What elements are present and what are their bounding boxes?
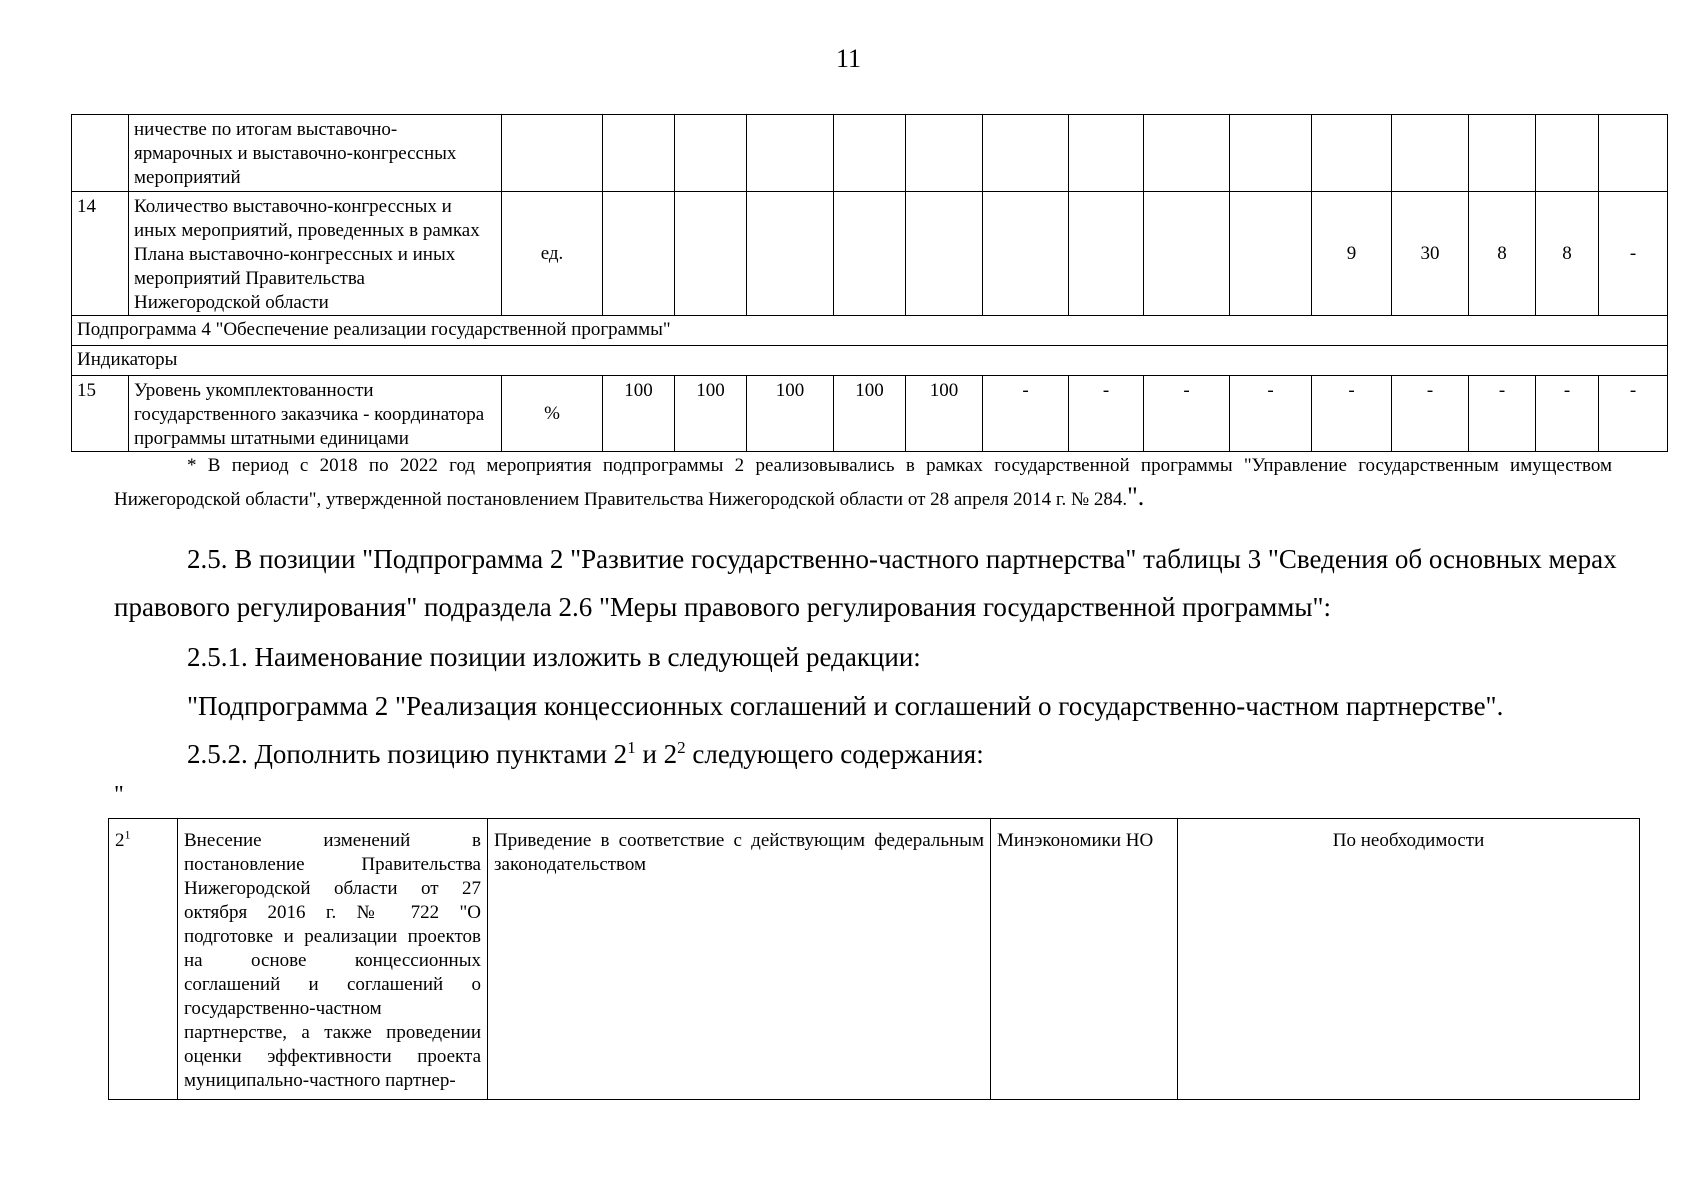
indicators-table — [71, 114, 1668, 452]
value-cell — [1144, 192, 1230, 316]
table-row — [72, 192, 1668, 316]
value-cell: - — [1469, 376, 1536, 452]
value-cell: 100 — [675, 376, 747, 452]
row-number-sup: 1 — [124, 827, 131, 842]
executor: Минэкономики НО — [991, 819, 1178, 1100]
value-cell — [983, 192, 1069, 316]
value-cell — [906, 192, 983, 316]
indicators-heading: Индикаторы — [72, 346, 1668, 376]
table-row — [72, 115, 1668, 192]
footnote — [114, 450, 1612, 515]
opening-quote: " — [114, 782, 124, 808]
indicator-name: Уровень укомплектованности государственного заказчика - координатора программы штатными единицами — [129, 376, 502, 452]
value-cell — [1069, 192, 1144, 316]
value-cell: - — [983, 376, 1069, 452]
value-cell: 100 — [906, 376, 983, 452]
unit-cell: ед. — [502, 192, 603, 316]
superscript: 1 — [627, 738, 636, 757]
page-number: 11 — [835, 44, 862, 73]
row-number-base: 2 — [115, 830, 125, 851]
paragraph-2-5: 2.5. В позиции "Подпрограмма 2 "Развитие государственно-частного партнерства" таблицы 3 "Сведения об основных мерах правового регулирования" подраздела 2.6 "Меры правового регулирования государственной программы": — [114, 544, 1617, 622]
closing-quote: ". — [1127, 482, 1145, 511]
paragraph-2-5-1: 2.5.1. Наименование позиции изложить в следующей редакции: — [187, 642, 921, 672]
value-cell — [747, 192, 834, 316]
value-cell: - — [1312, 376, 1392, 452]
unit-cell: % — [502, 376, 603, 452]
value-cell — [834, 192, 906, 316]
paragraph-2-5-2 — [114, 730, 1624, 778]
value-cell: - — [1144, 376, 1230, 452]
value-cell: - — [1599, 376, 1668, 452]
superscript: 2 — [677, 738, 686, 757]
paragraph-2-5-2-part: 2.5.2. Дополнить позицию пунктами 2 — [187, 739, 628, 769]
value-cell: 8 — [1536, 192, 1599, 316]
measures-table — [108, 818, 1640, 1100]
paragraph-2-5-2-part: и 2 — [635, 739, 678, 769]
table-row — [109, 819, 1640, 1100]
footnote-text: * В период с 2018 по 2022 год мероприятия подпрограммы 2 реализовывались в рамках государственной программы "Управление государственным имуществом Нижегородской области", утвержденной постановлением Правительства Нижегородской области от 28 апреля 2014 г. № 284. — [114, 455, 1612, 510]
value-cell: 8 — [1469, 192, 1536, 316]
value-cell — [1230, 192, 1312, 316]
table-cell — [72, 115, 129, 192]
paragraph-2-5-1-text: "Подпрограмма 2 "Реализация концессионных соглашений и соглашений о государственно-частном партнерстве". — [187, 691, 1504, 721]
value-cell: - — [1536, 376, 1599, 452]
value-cell: 100 — [834, 376, 906, 452]
value-cell: 30 — [1392, 192, 1469, 316]
table-row — [72, 316, 1668, 346]
value-cell: 100 — [747, 376, 834, 452]
value-cell: 100 — [603, 376, 675, 452]
subprogram-heading: Подпрограмма 4 "Обеспечение реализации государственной программы" — [72, 316, 1668, 346]
value-cell: - — [1599, 192, 1668, 316]
indicator-name-continued: ничестве по итогам выставочно-ярмарочных и выставочно-конгрессных мероприятий — [129, 115, 502, 192]
value-cell: - — [1069, 376, 1144, 452]
measure-content: Приведение в соответствие с действующим федеральным законодательством — [488, 819, 991, 1100]
value-cell: 9 — [1312, 192, 1392, 316]
indicator-name: Количество выставочно-конгрессных и иных мероприятий, проведенных в рамках Плана выставочно-конгрессных и иных мероприятий Правительства Нижегородской области — [129, 192, 502, 316]
paragraph-2-5-2-part: следующего содержания: — [685, 739, 984, 769]
value-cell — [675, 192, 747, 316]
row-number: 15 — [72, 376, 129, 452]
row-number: 14 — [72, 192, 129, 316]
table-row — [72, 346, 1668, 376]
value-cell: - — [1392, 376, 1469, 452]
measure-name: Внесение изменений в постановление Правительства Нижегородской области от 27 октября 2016 г. № 722 "О подготовке и реализации проектов на основе концессионных соглашений и соглашений о государственно-частном партнерстве, а также проведении оценки эффективности проекта муниципально-частного партнер- — [178, 819, 488, 1100]
deadline: По необходимости — [1178, 819, 1640, 1100]
value-cell — [603, 192, 675, 316]
table-row — [72, 376, 1668, 452]
row-number — [109, 819, 178, 1100]
value-cell: - — [1230, 376, 1312, 452]
